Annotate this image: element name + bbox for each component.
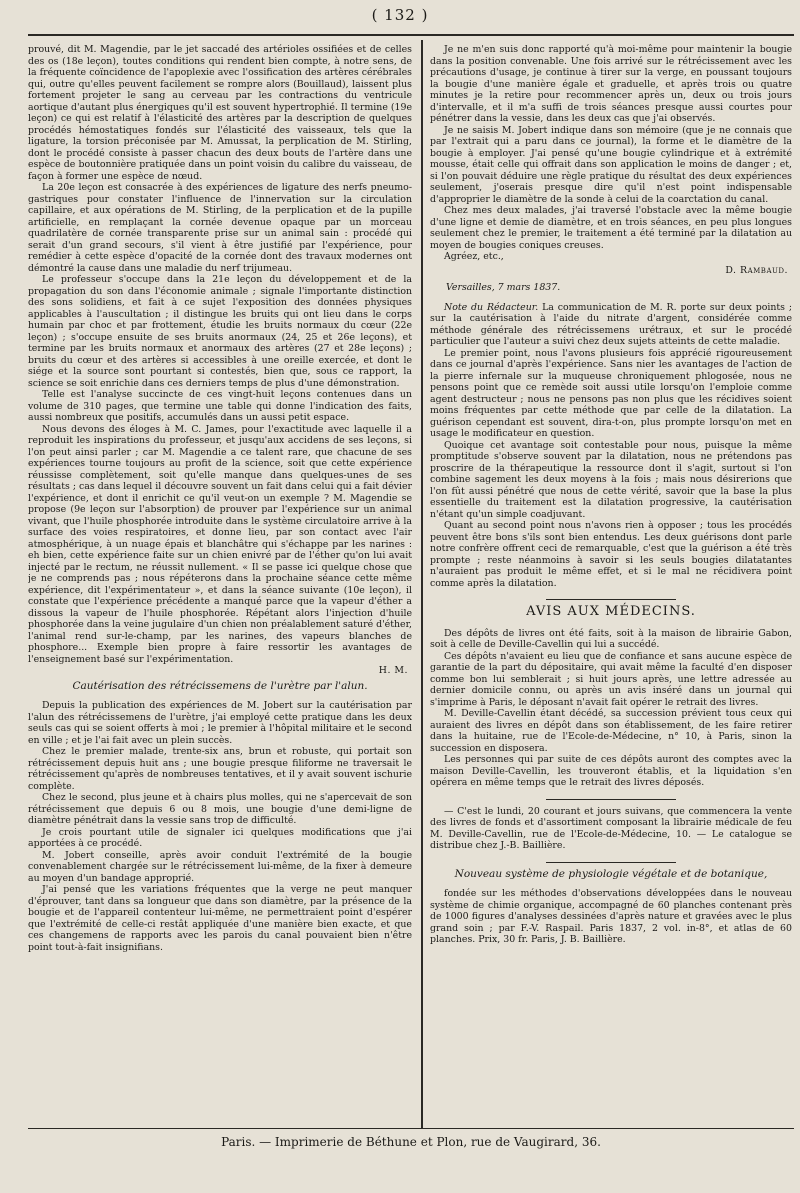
article-title: Cautérisation des rétrécissemens de l'urètre par l'alun. bbox=[72, 679, 368, 692]
paragraph: Le professeur s'occupe dans la 21e leçon du développement et de la propagation du son dans l'économie animale ; signale l'importante distinction des sons solidiens, et fait à ce sujet l'exposition des données physiques applicables à l'auscultation ; il distingue les bruits qui ont lieu dans le corps humain par choc et par frottement, étudie les bruits normaux du cœur (22e leçon) ; s'occupe ensuite de ses bruits anormaux (24, 25 et 26e leçons), et termine par les bruits normaux et anormaux des artères (27 et 28e leçons) ; bruits du cœur et des artères si accessibles à une oreille exercée, et dont le siége et la source sont pourtant si contestés, bien que, sous ce rapport, la science se soit enrichie dans ces derniers temps de plus d'une démonstration. bbox=[28, 274, 412, 389]
paragraph: M. Deville-Cavellin étant décédé, sa succession prévient tous ceux qui auraient des livres en dépôt dans son établissement, de les faire retirer dans la huitaine, rue de l'Ecole-de-Médecine, n° 10, à Paris, sinon la succession en disposera. bbox=[430, 708, 792, 754]
note-label: Note du Rédacteur. bbox=[444, 301, 539, 313]
paragraph: Chez le second, plus jeune et à chairs plus molles, qui ne s'apercevait de son rétrécissement que depuis 6 ou 8 mois, une bougie d'une demi-ligne de diamètre pénétrait dans la vessie sans trop de difficulté. bbox=[28, 792, 412, 826]
section-rule bbox=[546, 599, 676, 600]
avis-heading: AVIS AUX MÉDECINS. bbox=[526, 604, 696, 619]
signature-hm: H. M. bbox=[378, 665, 408, 676]
paragraph: Chez mes deux malades, j'ai traversé l'obstacle avec la même bougie d'une ligne et demie de diamètre, et en trois séances, en peu plus longues seulement chez le premier, le traitement a été terminé par la dilatation au moyen de bougies coniques creuses. bbox=[430, 205, 792, 251]
book-title: Nouveau système de physiologie végétale et de botanique, bbox=[454, 867, 768, 880]
paragraph: Nous devons des éloges à M. C. James, pour l'exactitude avec laquelle il a reproduit les inspirations du professeur, et jusqu'aux accidens de ses leçons, si l'on peut ainsi parler ; car M. Magendie a ce talent rare, que chacune de ses expériences tourne toujours au profit de la science, soit que cette expérience réussisse complètement, soit qu'elle manque dans quelques-unes de ses résultats ; cas dans lequel il découvre souvent un fait dans celui qui a fait dévier l'expérience, et dont il enrichit ce qu'il veut-on un exemple ? M. Magendie se propose (9e leçon sur l'absorption) de prouver par l'expérience sur un animal vivant, que l'huile phosphorée introduite dans le système circulatoire arrive à la surface des voies respiratoires, et donne lieu, par son contact avec l'air atmosphérique, à un nuage épais et blanchâtre qui s'échappe par les narines : eh bien, cette expérience faite sur un chien enivré par de l'éther qu'on lui avait injecté par le rectum, ne réussit nullement. « Il se passe ici quelque chose que je ne comprends pas ; nous répéterons dans la prochaine séance cette même expérience, dit l'expérimentateur », et dans la séance suivante (10e leçon), il constate que l'expérience précédente a manqué parce que la vapeur d'éther a dissous la vapeur de l'huile phosphorée. Répétant alors l'injection d'huile phosphorée dans la veine jugulaire d'un chien non préalablement saturé d'éther, l'animal rend sur-le-champ, par les narines, des vapeurs blanches de phosphore... Exemple bien propre à faire ressortir les avantages de l'enseignement basé sur l'expérimentation. bbox=[28, 423, 412, 665]
paragraph: Agréez, etc., bbox=[444, 251, 504, 262]
paragraph: Je crois pourtant utile de signaler ici quelques modifications que j'ai apportées à ce procédé. bbox=[28, 826, 412, 849]
paragraph: Telle est l'analyse succincte de ces vingt-huit leçons contenues dans un volume de 310 pages, que termine une table qui donne l'indication des faits, aussi nombreux que positifs, accumulés dans un aussi petit espace. bbox=[28, 389, 412, 423]
paragraph: J'ai pensé que les variations fréquentes que la verge ne peut manquer d'éprouver, tant dans sa longueur que dans son diamètre, par la présence de la bougie et de l'appareil contenteur lui-même, ne permettraient point d'espérer que l'extrémité de celle-ci restât appliquée d'une manière bien exacte, et que ces changemens de rapports avec les parois du canal pouvaient bien n'être point tout-à-fait insignifians. bbox=[28, 884, 412, 953]
paragraph: La 20e leçon est consacrée à des expériences de ligature des nerfs pneumo-gastriques pour constater l'influence de l'innervation sur la circulation capillaire, et aux opérations de M. Stirling, de la perplication et de la pupille artificielle, en remplaçant la cornée devenue opaque par un morceau quadrilatère de cornée transparente prise sur un animal sain : procédé qui serait d'un grand secours, s'il vient à être justifié par l'expérience, pour remédier à cette espèce d'opacité de la cornée dont des travaux modernes ont démontré la cause dans une maladie du nerf trijumeau. bbox=[28, 182, 412, 274]
column-divider bbox=[421, 40, 423, 1128]
paragraph: Je ne m'en suis donc rapporté qu'à moi-même pour maintenir la bougie dans la position convenable. Une fois arrivé sur le rétrécissement avec les précautions d'usage, je continue à tirer sur la verge, en poussant toujours la bougie d'une manière égale et graduelle, et après trois ou quatre minutes je la retire pour recommencer après un, deux ou trois jours d'intervalle, et il m'a suffi de trois séances presque aussi courtes pour pénétrer dans la vessie, dans les deux cas que j'ai observés. bbox=[430, 44, 792, 124]
signature-rambaud: D. Rambaud. bbox=[725, 264, 788, 276]
dateline: Versailles, 7 mars 1837. bbox=[446, 282, 561, 293]
paragraph: prouvé, dit M. Magendie, par le jet saccadé des artérioles ossifiées et de celles des os (18e leçon), toutes conditions qui rendent bien compte, à notre sens, de la fréquente coïncidence de l'apoplexie avec l'ossification des artères cérébrales qui, outre qu'elles peuvent facilement se rompre alors (Bouillaud), laissent plus fortement projeter le sang au cerveau par les contractions du ventricule aortique d'autant plus énergiques qu'il est souvent hypertrophié. Il termine (19e leçon) ce qui est relatif à l'élasticité des artères par la description de quelques procédés hémostatiques fondés sur l'élasticité des vaisseaux, tels que la ligature, la torsion préconisée par M. Amussat, la perplication de M. Stirling, dont le procédé consiste à passer chacun des deux bouts de l'artère dans une espèce de boutonnière pratiquée dans un point voisin du calibre du vaisseau, de façon à former une espèce de nœud. bbox=[28, 44, 412, 182]
paragraph: Ces dépôts n'avaient eu lieu que de confiance et sans aucune espèce de garantie de la part du dépositaire, qui avait même la faculté d'en disposer comme bon lui semblerait ; si huit jours après, une lettre adressée au dernier domicile connu, ou après un avis inséré dans un journal qui s'imprime à Paris, le déposant n'avait fait opérer le retrait des livres. bbox=[430, 650, 792, 708]
paragraph: Le premier point, nous l'avons plusieurs fois apprécié rigoureusement dans ce journal d'après l'expérience. Sans nier les avantages de l'action de la pierre infernale sur la muqueuse chroniquement phlogosée, nous ne pensons point que ce remède soit aussi utile lorsqu'on l'emploie comme agent destructeur ; nous ne pensons pas non plus que les récidives soient moins fréquentes par cette méthode que par celle de la dilatation. La guérison cependant est souvent, dira-t-on, plus prompte lorsqu'on met en usage le modificateur en question. bbox=[430, 347, 792, 439]
page-number: ( 132 ) bbox=[371, 6, 429, 24]
paragraph: Chez le premier malade, trente-six ans, brun et robuste, qui portait son rétrécissement depuis huit ans ; une bougie presque filiforme ne traversait le rétrécissement qu'après de nombreuses tentatives, et il y avait souvent ischurie complète. bbox=[28, 746, 412, 792]
right-column bbox=[430, 44, 792, 1129]
section-rule bbox=[546, 862, 676, 863]
top-rule bbox=[28, 34, 794, 36]
paragraph: Quant au second point nous n'avons rien à opposer ; tous les procédés peuvent être bons s'ils sont bien entendus. Les deux guérisons dont parle notre confrère offrent ceci de remarquable, c'est que la guérison a été très prompte ; reste néanmoins à savoir si les seuls bougies dilatatantes n'auraient pas produit le même effet, et si le mal ne récidivera point comme après la dilatation. bbox=[430, 520, 792, 589]
printer-footer: Paris. — Imprimerie de Béthune et Plon, rue de Vaugirard, 36. bbox=[28, 1128, 794, 1149]
paragraph: La communication de M. R. porte sur deux points ; sur la cautérisation à l'aide du nitrate d'argent, considérée comme méthode générale des rétrécissemens urétraux, et sur le procédé particulier que l'auteur a suivi chez deux sujets atteints de cette maladie. bbox=[430, 301, 792, 347]
section-rule bbox=[546, 799, 676, 800]
paragraph: Les personnes qui par suite de ces dépôts auront des comptes avec la maison Deville-Cavellin, les trouveront établis, et la liquidation s'en opérera en même temps que le retrait des livres déposés. bbox=[430, 754, 792, 788]
paragraph: M. Jobert conseille, après avoir conduit l'extrémité de la bougie convenablement chargée sur le rétrécissement lui-même, de la fixer à demeure au moyen d'un bandage approprié. bbox=[28, 849, 412, 884]
paragraph: fondée sur les méthodes d'observations développées dans le nouveau système de chimie organique, accompagné de 60 planches contenant près de 1000 figures d'analyses dessinées d'après nature et gravées avec le plus grand soin ; par F.-V. Raspail. Paris 1837, 2 vol. in-8°, et atlas de 60 planches. Prix, 30 fr. Paris, J. B. Baillière. bbox=[430, 888, 792, 945]
paragraph: Quoique cet avantage soit contestable pour nous, puisque la même promptitude s'observe souvent par la dilatation, nous ne prétendons pas proscrire de la thérapeutique la ressource dont il s'agit, surtout si l'on combine sagement les deux moyens à la fois ; mais nous désirerions que l'on fût aussi pénétré que nous de cette vérité, savoir que la base la plus essentielle du traitement est la dilatation progressive, la cautérisation n'étant qu'un simple coadjuvant. bbox=[430, 439, 792, 520]
paragraph: Je ne saisis M. Jobert indique dans son mémoire (que je ne connais que par l'extrait qui a paru dans ce journal), la forme et le diamètre de la bougie à employer. J'ai pensé qu'une bougie cylindrique et à extrémité mousse, était celle qui offrait dans son application le moins de danger ; et, si l'on pouvait déduire une règle pratique du résultat des deux expériences seulement, j'oserais presque dire qu'il n'est point indispensable d'approprier le diamètre de la sonde à celui de la coarctation du canal. bbox=[430, 124, 792, 205]
paragraph: Des dépôts de livres ont été faits, soit à la maison de librairie Gabon, soit à celle de Deville-Cavellin qui lui a succédé. bbox=[430, 627, 792, 650]
paragraph: — C'est le lundi, 20 courant et jours suivans, que commencera la vente des livres de fonds et d'assortiment composant la librairie médicale de feu M. Deville-Cavellin, rue de l'Ecole-de-Médecine, 10. — Le catalogue se distribue chez J.-B. Baillière. bbox=[430, 805, 792, 851]
paragraph: Depuis la publication des expériences de M. Jobert sur la cautérisation par l'alun des rétrécissemens de l'urètre, j'ai employé cette pratique dans les deux seuls cas qui se soient offerts à moi ; le premier à l'hôpital militaire et le second en ville ; et je l'ai fait avec un plein succès. bbox=[28, 700, 412, 746]
left-column bbox=[28, 44, 412, 1129]
